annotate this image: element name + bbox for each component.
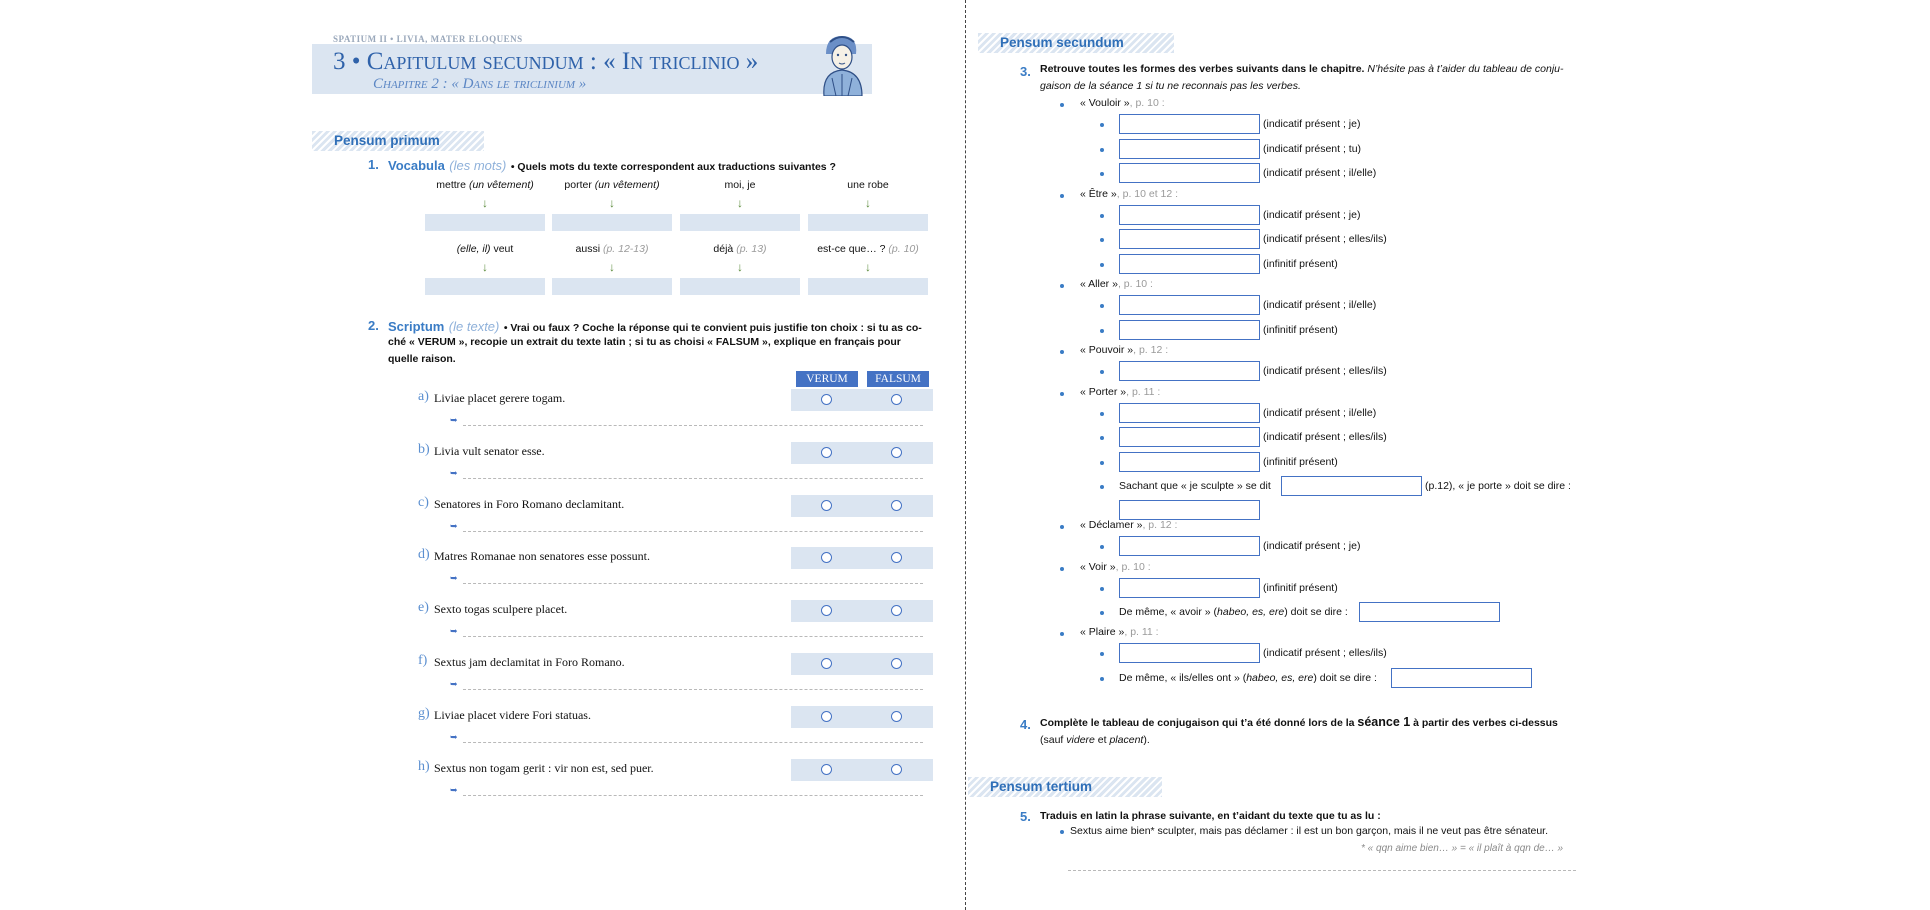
form-label: (indicatif présent ; je)	[1263, 118, 1361, 130]
bullet-icon	[1100, 461, 1104, 465]
section-pensum-secundum: Pensum secundum	[978, 33, 1174, 53]
q3-number: 3.	[1020, 64, 1031, 79]
item-letter: c)	[418, 495, 429, 510]
vocab-answer-box[interactable]	[552, 278, 672, 295]
q4-instruction: Complète le tableau de conjugaison qui t’a été donné lors de la séance 1 à partir des verbes ci-dessus (sauf videre et placent).	[1040, 715, 1558, 746]
justification-line[interactable]	[463, 478, 923, 479]
choice-band	[791, 547, 933, 569]
verum-radio[interactable]	[821, 605, 832, 616]
answer-field[interactable]	[1119, 139, 1260, 159]
bullet-icon	[1100, 545, 1104, 549]
q5-note: * « qqn aime bien… » = « il plaît à qqn de… »	[1361, 843, 1564, 854]
item-letter: a)	[418, 389, 429, 404]
choice-band	[791, 600, 933, 622]
answer-arrow-icon: ➥	[450, 732, 458, 742]
vocab-label: une robe	[847, 179, 889, 191]
vocab-answer-box[interactable]	[552, 214, 672, 231]
choice-band	[791, 653, 933, 675]
form-label: (indicatif présent ; il/elle)	[1263, 167, 1377, 179]
verum-radio[interactable]	[821, 764, 832, 775]
down-arrow-icon: ↓	[865, 196, 871, 210]
bullet-icon	[1060, 830, 1064, 834]
q2-instruction-line2: ché « VERUM », recopie un extrait du texte latin ; si tu as choisi « FALSUM », explique en français pour	[388, 336, 901, 348]
bullet-icon	[1060, 194, 1064, 198]
page-title: 3 • Capitulum secundum : « In triclinio »	[333, 48, 759, 75]
vocab-label: porter (un vêtement)	[564, 179, 660, 191]
falsum-radio[interactable]	[891, 447, 902, 458]
form-label: (indicatif présent ; elles/ils)	[1263, 431, 1387, 443]
down-arrow-icon: ↓	[609, 260, 615, 274]
down-arrow-icon: ↓	[482, 260, 488, 274]
verb-heading: « Porter », p. 11 :	[1080, 385, 1161, 398]
verum-radio[interactable]	[821, 447, 832, 458]
verum-radio[interactable]	[821, 711, 832, 722]
choice-band	[791, 442, 933, 464]
justification-line[interactable]	[463, 742, 923, 743]
answer-field[interactable]	[1119, 114, 1260, 134]
answer-field[interactable]	[1119, 536, 1260, 556]
justification-line[interactable]	[463, 689, 923, 690]
bullet-icon	[1100, 370, 1104, 374]
verb-heading: « Vouloir », p. 10 :	[1080, 97, 1165, 109]
bullet-icon	[1060, 525, 1064, 529]
vocab-answer-box[interactable]	[808, 214, 928, 231]
q1-instruction: • Quels mots du texte correspondent aux traductions suivantes ?	[510, 161, 836, 173]
bullet-icon	[1100, 611, 1104, 615]
sachant-text: Sachant que « je sculpte » se dit	[1119, 480, 1271, 492]
form-label: (infinitif présent)	[1263, 582, 1338, 594]
q2-title-translation: (le texte)	[448, 319, 500, 334]
q2-instruction-line1: • Vrai ou faux ? Coche la réponse qui te convient puis justifie ton choix : si tu as co-	[503, 322, 922, 334]
item-statement: Sexto togas sculpere placet.	[434, 602, 568, 616]
falsum-radio[interactable]	[891, 500, 902, 511]
q3-instruction: Retrouve toutes les formes des verbes suivants dans le chapitre. N’hésite pas à t’aider du tableau de conju- gaison de la séance 1 si tu ne reconnais pas les verbes.	[1040, 63, 1564, 92]
answer-field[interactable]	[1119, 403, 1260, 423]
item-letter: e)	[418, 600, 429, 615]
bullet-icon	[1100, 304, 1104, 308]
answer-arrow-icon: ➥	[450, 573, 458, 583]
verb-heading: « Pouvoir », p. 12 :	[1080, 344, 1169, 356]
vocab-answer-box[interactable]	[680, 278, 800, 295]
item-letter: d)	[418, 547, 430, 562]
vocab-label: (elle, il) veut	[456, 243, 514, 255]
bullet-icon	[1100, 148, 1104, 152]
answer-field[interactable]	[1119, 163, 1260, 183]
answer-field[interactable]	[1119, 643, 1260, 663]
bullet-icon	[1100, 214, 1104, 218]
item-statement: Sextus non togam gerit : vir non est, sed puer.	[434, 761, 654, 775]
bullet-icon	[1060, 284, 1064, 288]
falsum-radio[interactable]	[891, 605, 902, 616]
form-label: (infinitif présent)	[1263, 258, 1338, 270]
answer-field[interactable]	[1391, 668, 1532, 688]
answer-field[interactable]	[1359, 602, 1500, 622]
q4-number: 4.	[1020, 717, 1031, 732]
verb-heading: « Être », p. 10 et 12 :	[1080, 187, 1179, 200]
bullet-icon	[1100, 263, 1104, 267]
justification-line[interactable]	[463, 636, 923, 637]
item-letter: h)	[418, 759, 430, 774]
bullet-icon	[1100, 652, 1104, 656]
choice-band	[791, 495, 933, 517]
verum-radio[interactable]	[821, 552, 832, 563]
bullet-icon	[1100, 587, 1104, 591]
q5-answer-line[interactable]	[1068, 870, 1576, 871]
vocab-answer-box[interactable]	[425, 278, 545, 295]
down-arrow-icon: ↓	[609, 196, 615, 210]
vocab-answer-box[interactable]	[680, 214, 800, 231]
form-label: (indicatif présent ; elles/ils)	[1263, 647, 1387, 659]
livia-portrait-icon	[808, 30, 872, 96]
page-subtitle: Chapitre 2 : « Dans le triclinium »	[373, 76, 587, 92]
down-arrow-icon: ↓	[737, 196, 743, 210]
falsum-radio[interactable]	[891, 394, 902, 405]
bullet-icon	[1100, 412, 1104, 416]
verb-heading: « Déclamer », p. 12 :	[1080, 519, 1178, 531]
ont-text: De même, « ils/elles ont » (habeo, es, ere) doit se dire :	[1119, 672, 1377, 684]
form-label: (indicatif présent ; elles/ils)	[1263, 233, 1387, 245]
bullet-icon	[1060, 350, 1064, 354]
answer-field[interactable]	[1119, 205, 1260, 225]
vocab-label: déjà (p. 13)	[713, 243, 767, 255]
vocab-label: moi, je	[724, 179, 756, 191]
q1-title-translation: (les mots)	[449, 158, 507, 173]
q5-number: 5.	[1020, 809, 1031, 824]
q2-heading	[388, 318, 922, 336]
item-statement: Sextus jam declamitat in Foro Romano.	[434, 655, 625, 669]
verb-heading: « Aller », p. 10 :	[1080, 278, 1153, 290]
choice-band	[791, 706, 933, 728]
q5-instruction: Traduis en latin la phrase suivante, en t’aidant du texte que tu as lu :	[1040, 810, 1381, 822]
falsum-radio[interactable]	[891, 552, 902, 563]
answer-arrow-icon: ➥	[450, 521, 458, 531]
justification-line[interactable]	[463, 795, 923, 796]
falsum-radio[interactable]	[891, 764, 902, 775]
section-pensum-tertium: Pensum tertium	[968, 777, 1162, 797]
form-label: (infinitif présent)	[1263, 456, 1338, 468]
vocab-label: est-ce que… ? (p. 10)	[817, 243, 919, 255]
vocab-answer-box[interactable]	[425, 214, 545, 231]
bullet-icon	[1060, 567, 1064, 571]
answer-field[interactable]	[1119, 320, 1260, 340]
item-letter: b)	[418, 442, 430, 457]
falsum-radio[interactable]	[891, 658, 902, 669]
verum-header: VERUM	[796, 371, 858, 387]
falsum-header: FALSUM	[867, 371, 929, 387]
answer-arrow-icon: ➥	[450, 626, 458, 636]
verum-radio[interactable]	[821, 500, 832, 511]
verum-radio[interactable]	[821, 394, 832, 405]
item-statement: Matres Romanae non senatores esse possunt.	[434, 549, 650, 563]
section-pensum-primum: Pensum primum	[312, 131, 484, 151]
bullet-icon	[1060, 632, 1064, 636]
bullet-icon	[1100, 172, 1104, 176]
q5-sentence: Sextus aime bien* sculpter, mais pas déclamer : il est un bon garçon, mais il ne veut pas être sénateur.	[1070, 825, 1549, 837]
q1-number: 1.	[368, 157, 379, 172]
form-label: (indicatif présent ; je)	[1263, 209, 1361, 221]
item-statement: Senatores in Foro Romano declamitant.	[434, 497, 625, 511]
page-divider	[965, 0, 966, 910]
answer-field[interactable]	[1119, 229, 1260, 249]
falsum-radio[interactable]	[891, 711, 902, 722]
bullet-icon	[1100, 677, 1104, 681]
vocab-label: aussi (p. 12-13)	[575, 243, 649, 255]
bullet-icon	[1100, 485, 1104, 489]
form-label: (infinitif présent)	[1263, 324, 1338, 336]
form-label: (indicatif présent ; elles/ils)	[1263, 365, 1387, 377]
q2-number: 2.	[368, 318, 379, 333]
bullet-icon	[1100, 238, 1104, 242]
bullet-icon	[1100, 329, 1104, 333]
verb-heading: « Plaire », p. 11 :	[1080, 626, 1159, 638]
q2-title: Scriptum	[388, 319, 445, 334]
answer-field[interactable]	[1119, 578, 1260, 598]
answer-arrow-icon: ➥	[450, 415, 458, 425]
q2-instruction-line3: quelle raison.	[388, 353, 456, 365]
answer-field[interactable]	[1119, 295, 1260, 315]
item-letter: g)	[418, 706, 430, 721]
answer-arrow-icon: ➥	[450, 468, 458, 478]
verb-heading: « Voir », p. 10 :	[1080, 560, 1151, 573]
choice-band	[791, 759, 933, 781]
item-statement: Liviae placet videre Fori statuas.	[434, 708, 591, 722]
form-label: (indicatif présent ; il/elle)	[1263, 299, 1377, 311]
justification-line[interactable]	[463, 425, 923, 426]
answer-field[interactable]	[1119, 500, 1260, 520]
down-arrow-icon: ↓	[865, 260, 871, 274]
kicker: SPATIUM II • LIVIA, MATER ELOQUENS	[333, 34, 523, 44]
form-label: (indicatif présent ; je)	[1263, 540, 1361, 552]
form-label: (indicatif présent ; tu)	[1263, 143, 1362, 155]
item-letter: f)	[418, 653, 428, 668]
bullet-icon	[1060, 392, 1064, 396]
item-statement: Livia vult senator esse.	[434, 444, 545, 458]
bullet-icon	[1100, 436, 1104, 440]
down-arrow-icon: ↓	[482, 196, 488, 210]
bullet-icon	[1100, 123, 1104, 127]
answer-field[interactable]	[1281, 476, 1422, 496]
avoir-text: De même, « avoir » (habeo, es, ere) doit se dire :	[1119, 606, 1348, 618]
choice-band	[791, 389, 933, 411]
answer-field[interactable]	[1119, 427, 1260, 447]
answer-field[interactable]	[1119, 361, 1260, 381]
verum-radio[interactable]	[821, 658, 832, 669]
justification-line[interactable]	[463, 583, 923, 584]
form-label: (indicatif présent ; il/elle)	[1263, 407, 1377, 419]
bullet-icon	[1060, 103, 1064, 107]
down-arrow-icon: ↓	[737, 260, 743, 274]
answer-arrow-icon: ➥	[450, 785, 458, 795]
vocab-label: mettre (un vêtement)	[436, 179, 534, 191]
q1-title: Vocabula	[388, 158, 445, 173]
item-statement: Liviae placet gerere togam.	[434, 391, 566, 405]
q1-heading	[388, 157, 836, 175]
answer-field[interactable]	[1119, 254, 1260, 274]
sachant-text-end: (p.12), « je porte » doit se dire :	[1425, 480, 1571, 492]
vocab-answer-box[interactable]	[808, 278, 928, 295]
justification-line[interactable]	[463, 531, 923, 532]
answer-field[interactable]	[1119, 452, 1260, 472]
answer-arrow-icon: ➥	[450, 679, 458, 689]
